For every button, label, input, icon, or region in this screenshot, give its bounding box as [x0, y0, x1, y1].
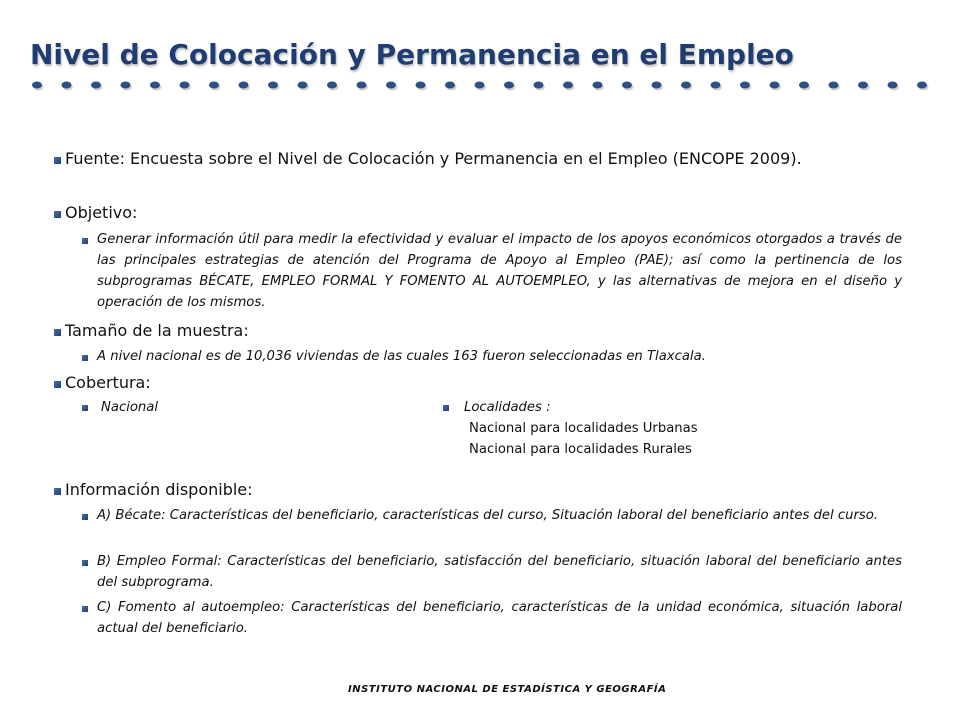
sub-bullet-icon	[82, 560, 88, 566]
cobertura-localidades-label: Localidades :	[464, 400, 551, 415]
objetivo-item: Generar información útil para medir la efectividad y evaluar el impacto de los apoyos económicos otorgados a través de las principales estrategias de atención del Programa de Apoyo al Empleo (PAE); así como la pertinencia de los subprogramas BÉCATE, EMPLEO FORMAL Y FOMENTO AL AUTOEMPLEO, y las alternativas de mejora en el diseño y operación de los mismos.	[97, 232, 902, 310]
informacion-label: Información disponible:	[65, 480, 253, 499]
sub-bullet-icon	[82, 405, 88, 411]
bullet-icon	[54, 157, 61, 164]
objetivo-label: Objetivo:	[65, 203, 138, 222]
muestra-item: A nivel nacional es de 10,036 viviendas de las cuales 163 fueron seleccionadas en Tlaxcala.	[97, 349, 706, 364]
cobertura-label: Cobertura:	[65, 373, 151, 392]
bullet-icon	[54, 488, 61, 495]
sub-bullet-icon	[82, 238, 88, 244]
fuente-text: Fuente: Encuesta sobre el Nivel de Colocación y Permanencia en el Empleo (ENCOPE 2009).	[65, 149, 802, 168]
cobertura-localidades-urbanas: Nacional para localidades Urbanas	[469, 421, 698, 436]
cobertura-localidades-rurales: Nacional para localidades Rurales	[469, 442, 692, 457]
muestra-label: Tamaño de la muestra:	[65, 321, 249, 340]
footer-institution: INSTITUTO NACIONAL DE ESTADÍSTICA Y GEOGRAFÍA	[348, 684, 667, 695]
informacion-item: B) Empleo Formal: Características del beneficiario, satisfacción del beneficiario, situación laboral del beneficiario antes del subprograma.	[97, 554, 902, 590]
sub-bullet-icon	[82, 355, 88, 361]
slide-title: Nivel de Colocación y Permanencia en el Empleo	[30, 38, 794, 71]
bullet-icon	[54, 381, 61, 388]
bullet-icon	[54, 329, 61, 336]
bullet-icon	[54, 211, 61, 218]
informacion-item: A) Bécate: Características del beneficiario, características del curso, Situación laboral del beneficiario antes del curso.	[97, 508, 879, 523]
sub-bullet-icon	[82, 514, 88, 520]
informacion-item: C) Fomento al autoempleo: Características del beneficiario, características de la unidad económica, situación laboral actual del beneficiario.	[97, 600, 902, 636]
sub-bullet-icon	[82, 606, 88, 612]
cobertura-nacional: Nacional	[101, 400, 159, 415]
sub-bullet-icon	[443, 405, 449, 411]
